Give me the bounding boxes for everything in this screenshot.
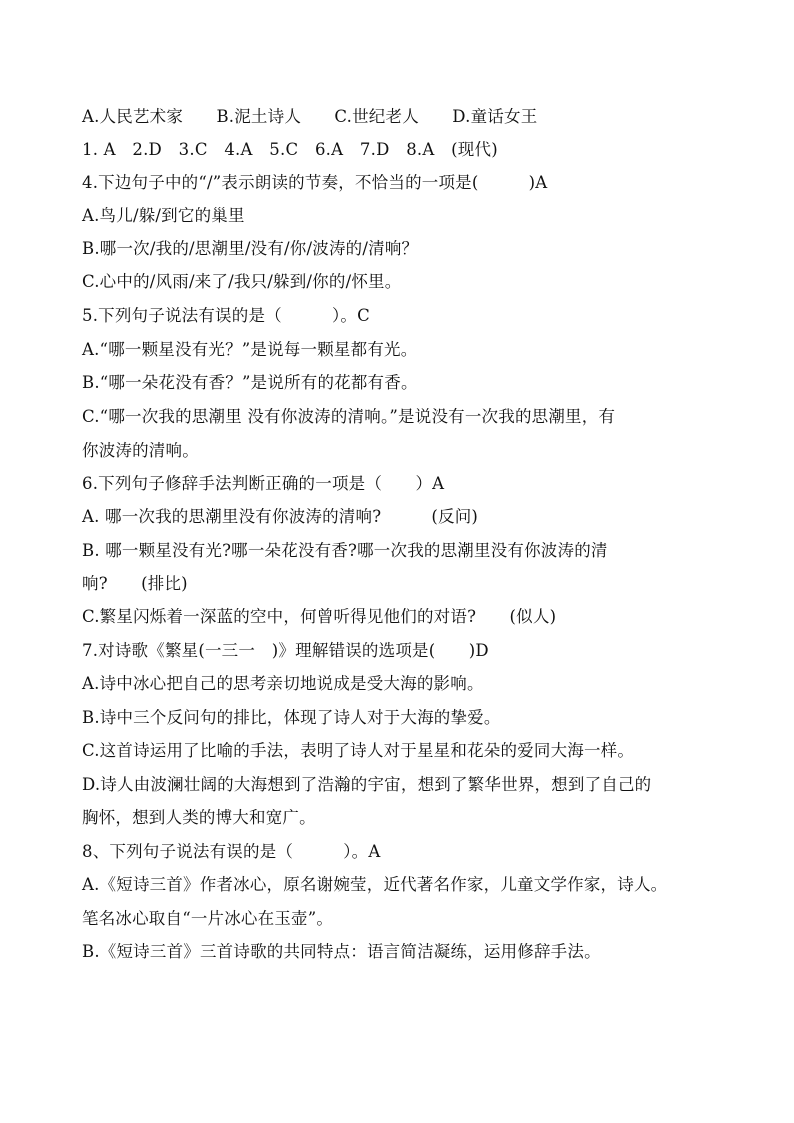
question-7-option-d-line-1: D.诗人由波澜壮阔的大海想到了浩瀚的宇宙，想到了繁华世界，想到了自己的 <box>82 775 652 794</box>
question-5-option-b: B.“哪一朵花没有香？”是说所有的花都有香。 <box>82 373 418 392</box>
question-7-title: 7.对诗歌《繁星(一三一 )》理解错误的选项是( )D <box>82 641 489 660</box>
question-8-title: 8、下列句子说法有误的是（ ）。A <box>82 842 381 861</box>
question-8-option-b: B.《短诗三首》三首诗歌的共同特点：语言简洁凝练，运用修辞手法。 <box>82 942 601 961</box>
question-4-option-b: B.哪一次/我的/思潮里/没有/你/波涛的/清响？ <box>82 239 419 258</box>
question-6-option-b-line-1: B. 哪一颗星没有光?哪一朵花没有香?哪一次我的思潮里没有你波涛的清 <box>82 541 608 560</box>
question-4-option-a: A.鸟儿/躲/到它的巢里 <box>82 206 245 225</box>
question-7-option-d-line-2: 胸怀，想到人类的博大和宽广。 <box>82 808 316 827</box>
question-5-title: 5.下列句子说法有误的是（ ）。C <box>82 306 370 325</box>
question-6-option-a: A. 哪一次我的思潮里没有你波涛的清响? (反问) <box>82 507 479 526</box>
answer-key-line: 1. A 2.D 3.C 4.A 5.C 6.A 7.D 8.A (现代) <box>82 140 498 159</box>
question-7-option-b: B.诗中三个反问句的排比，体现了诗人对于大海的挚爱。 <box>82 708 501 727</box>
question-5-option-a: A.“哪一颗星没有光？”是说每一颗星都有光。 <box>82 340 418 359</box>
question-7-option-a: A.诗中冰心把自己的思考亲切地说成是受大海的影响。 <box>82 674 484 693</box>
question-6-option-b-line-2: 响? (排比) <box>82 574 188 593</box>
question-5-option-c-line-2: 你波涛的清响。 <box>82 441 199 460</box>
question-4-option-c: C.心中的/风雨/来了/我只/躲到/你的/怀里。 <box>82 272 402 291</box>
question-6-title: 6.下列句子修辞手法判断正确的一项是（ ）A <box>82 474 445 493</box>
question-8-option-a-line-1: A.《短诗三首》作者冰心，原名谢婉莹，近代著名作家，儿童文学作家，诗人。 <box>82 875 668 894</box>
question-8-option-a-line-2: 笔名冰心取自“一片冰心在玉壶”。 <box>82 909 334 928</box>
question-4-title: 4.下边句子中的“/”表示朗读的节奏，不恰当的一项是( )A <box>82 173 548 192</box>
options-line-a-d: A.人民艺术家 B.泥土诗人 C.世纪老人 D.童话女王 <box>82 107 538 126</box>
question-6-option-c: C.繁星闪烁着一深蓝的空中，何曾听得见他们的对语? (似人) <box>82 607 557 626</box>
question-7-option-c: C.这首诗运用了比喻的手法，表明了诗人对于星星和花朵的爱同大海一样。 <box>82 741 635 760</box>
question-5-option-c-line-1: C.“哪一次我的思潮里 没有你波涛的清响。”是说没有一次我的思潮里，有 <box>82 407 616 426</box>
